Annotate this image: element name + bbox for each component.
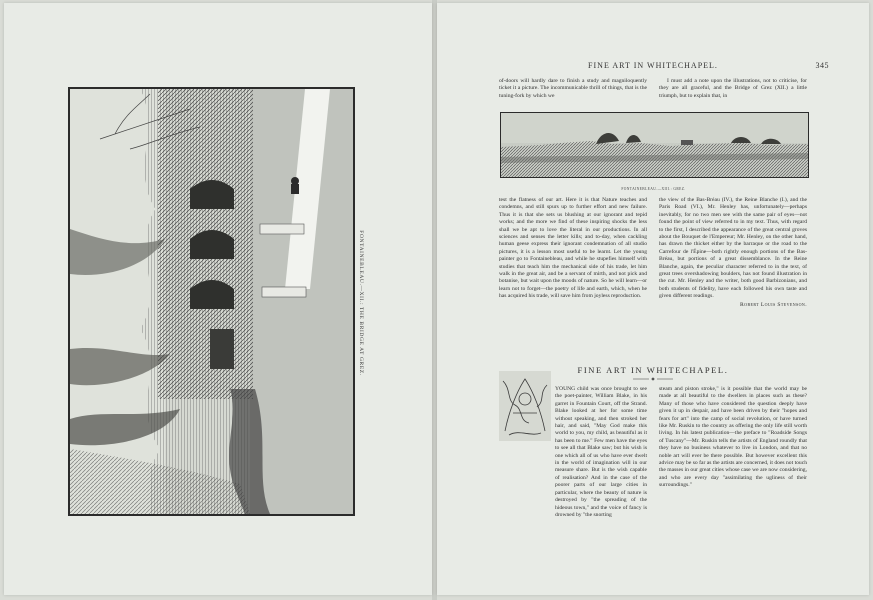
bottom-right-column <box>659 386 807 490</box>
ornament-rule <box>633 377 673 381</box>
left-page <box>4 3 432 595</box>
top-right-column <box>659 78 807 100</box>
paragraph: I must add a note upon the illustrations, not to criticise, for they are all graceful, and the Bridge of Grez (XII.) a little triumph, but to explain that, in <box>659 78 807 99</box>
author-signature: Robert Louis Stevenson. <box>740 301 807 308</box>
paragraph: the view of the Bas-Bréau (IV.), the Reine Blanche (I.), and the Paris Road (VI.), Mr. Henley has, unfortunately—perhaps inevitably, for no two men see with the same pair of eyes—not found the point of view referred to in my text. Thus, with regard to the first, I described the appearance of the great central groves about the Bouquet de l'Empereur; Mr. Henley, on the other hand, has drawn the thicket either by the barraque or the road to the Carrefour de l'Épine—both rightly enough portions of the Bas-Bréau, but portions of a great dissemblance. In the Reine Blanche, again, the peculiar character referred to in the text, of great trees overshadowing boulders, has not found illustration in the cut. Mr. Henley and the writer, both good Barbizonians, and both students of fidelity, have each followed his own taste and given different readings. <box>659 197 807 300</box>
grez-landscape-engraving <box>500 112 809 178</box>
landscape-caption: FONTAINEBLEAU.—XIII.: GREZ. <box>621 187 686 191</box>
right-page <box>437 3 869 595</box>
running-head <box>437 61 869 73</box>
top-left-column <box>499 78 647 100</box>
paragraph: steam and piston stroke," is it possible that the world may be made at all beautiful to the dwellers in places such as these? Many of those who have considered the question deeply have given it up in despair, and have been driven by their "hopes and fears for art" into the camp of social revolution, or have turned like Mr. Ruskin to the country as offering the only life still worth living. In his latest publication—the preface to "Roadside Songs of Tuscany"—Mr. Ruskin tells the artists of England roundly that they have no business whatever to live in London, and that no noble art will ever be there possible. But however excellent this advice may be so far as the artists are concerned, it does not touch the masses in our great cities whose case we are now considering, and who are every day "assimilating the ugliness of their surroundings." <box>659 386 807 489</box>
running-head-title: FINE ART IN WHITECHAPEL. <box>588 61 718 70</box>
section-title: FINE ART IN WHITECHAPEL. <box>577 365 729 375</box>
mid-left-column <box>499 197 647 301</box>
mid-right-column <box>659 197 807 309</box>
page-number: 345 <box>815 61 829 70</box>
bridge-at-grez-engraving <box>68 87 355 516</box>
decorative-drop-cap <box>499 371 551 441</box>
paragraph: YOUNG child was once brought to see the poet-painter, William Blake, in his garret in Fountain Court, off the Strand. Blake looked at her for some time without speaking, and then stroked her hair, and said, "May God make this world to you, my child, as beautiful as it has been to me." Few men have the eyes to see all that Blake saw; but his wish is one which all of us who have ever dwelt in the world of imagination will in our measure share. But is the wish capable of realisation? And in the case of the poorer parts of our large cities in particular, where the beauty of nature is destroyed by "the spreading of the hideous town," and the voice of fancy is drowned by "the snorting <box>555 386 647 518</box>
paragraph: test the flatness of our art. Here it is that Nature teaches and condemns, and still spurs up to further effort and new failure. Thus it is that she sets us blushing at our ignorant and tepid works; and the more we find of these inspiring shocks the less shall we be apt to love the literal in our productions. In all sciences and senses the letter kills; and to-day, when cackling human geese express their ignorant condemnation of all studio pictures, it is a lesson most useful to be learnt. Let the young painter go to Fontainebleau, and while he stupefies himself with studies that teach him the mechanical side of his trade, let him walk in the great air, and be a servant of mirth, and not pick and botanise, but wait upon the moods of nature. So he will learn—or learn not to forget—the poetry of life and earth, which, when he has acquired his trade, will save him from joyless reproduction. <box>499 197 647 300</box>
bottom-left-column <box>555 386 647 519</box>
plate-caption: FONTAINEBLEAU.—XII.: THE BRIDGE AT GREZ. <box>358 230 364 376</box>
paragraph: of-doors will hardly dare to finish a study and magniloquently ticket it a picture. The incommunicable thrill of things, that is the tuning-fork by which we <box>499 78 647 99</box>
